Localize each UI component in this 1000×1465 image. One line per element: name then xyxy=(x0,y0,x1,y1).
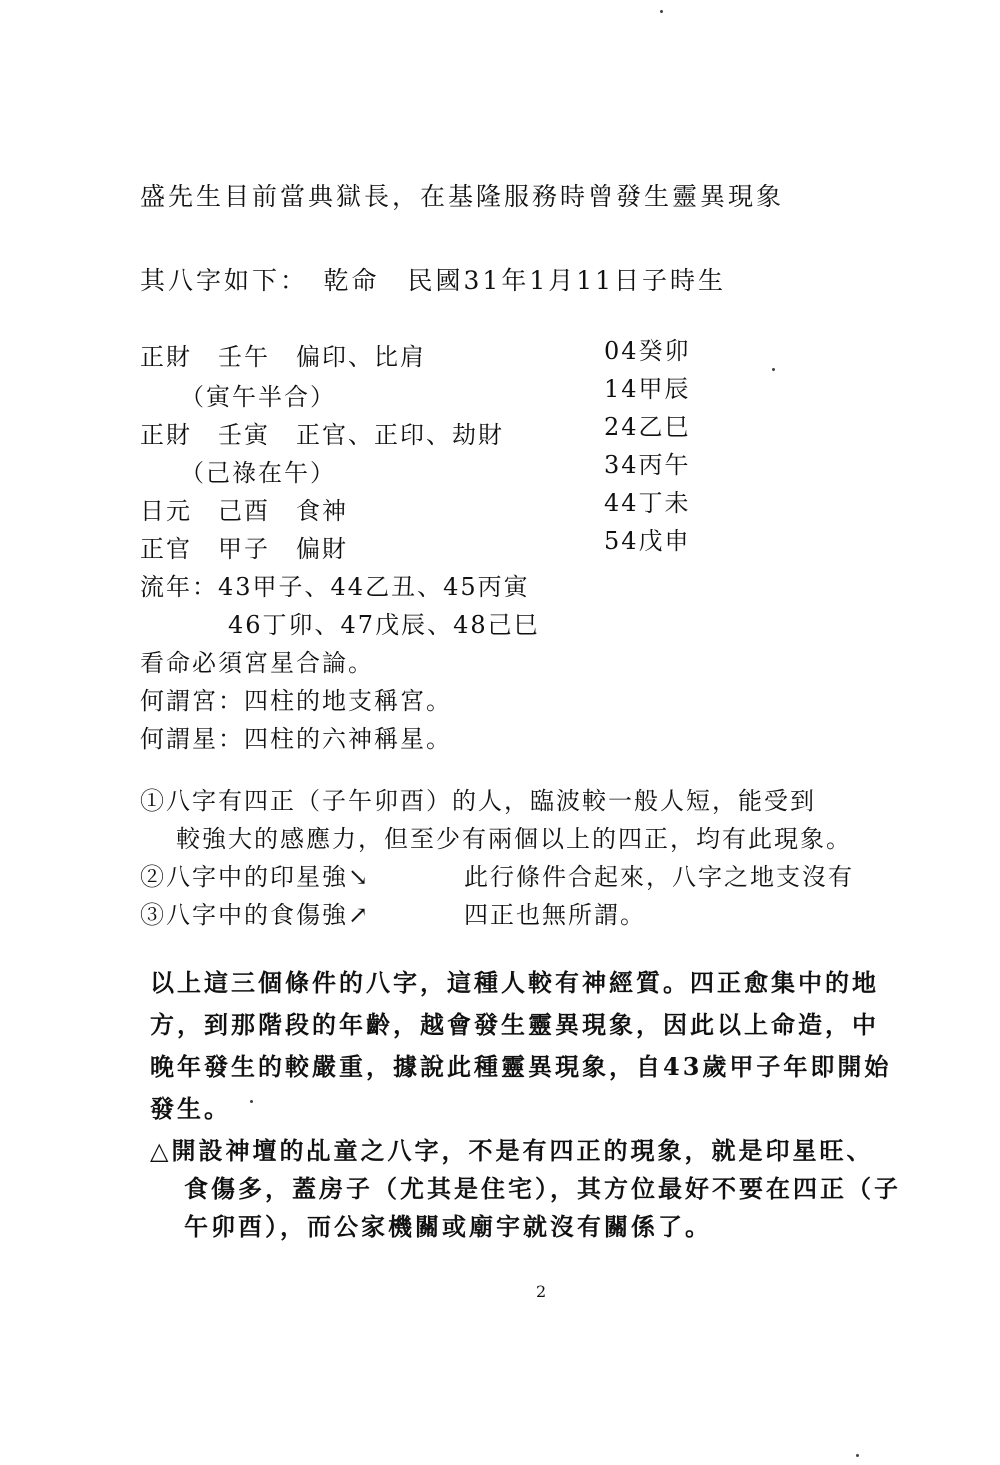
condition-combined-line-2: 四正也無所謂。 xyxy=(464,901,646,929)
scan-speck xyxy=(660,10,663,13)
conclusion-line: 發生。 xyxy=(150,1094,231,1123)
warning-line: △開設神壇的乩童之八字，不是有四正的現象，就是印星旺、 xyxy=(150,1136,874,1165)
intro-line-1: 盛先生目前當典獄長，在基隆服務時曾發生靈異現象 xyxy=(140,182,785,211)
dayun-item: 34丙午 xyxy=(604,451,691,479)
dayun-item: 44丁未 xyxy=(604,489,691,517)
pillar-row: 正財 壬寅 正官、正印、劫財 xyxy=(140,421,504,449)
pillar-row: （己祿在午） xyxy=(140,459,336,487)
dayun-item: 54戊申 xyxy=(604,527,691,555)
warning-line: 午卯酉），而公家機關或廟宇就沒有關係了。 xyxy=(184,1212,712,1241)
condition-3: ③八字中的食傷強↗ xyxy=(140,901,371,929)
dayun-item: 04癸卯 xyxy=(604,337,691,365)
dayun-item: 14甲辰 xyxy=(604,375,691,403)
conclusion-line: 晚年發生的較嚴重，據說此種靈異現象，自43歲甲子年即開始 xyxy=(150,1052,892,1081)
liunian-line-2: 46丁卯、47戊辰、48己巳 xyxy=(228,611,540,639)
note-line: 何謂宮：四柱的地支稱宮。 xyxy=(140,687,452,715)
page-number: 2 xyxy=(536,1282,547,1301)
conclusion-line: 以上這三個條件的八字，這種人較有神經質。四正愈集中的地 xyxy=(150,968,879,997)
condition-combined-line-1: 此行條件合起來，八字之地支沒有 xyxy=(464,863,854,891)
warning-line: 食傷多，蓋房子（尤其是住宅），其方位最好不要在四正（子 xyxy=(184,1174,901,1203)
scan-speck xyxy=(250,1100,253,1103)
condition-2: ②八字中的印星強↘ xyxy=(140,863,371,891)
intro-line-2: 其八字如下： 乾命 民國31年1月11日子時生 xyxy=(140,266,727,295)
pillar-row: 日元 己酉 食神 xyxy=(140,497,348,525)
pillar-row: （寅午半合） xyxy=(140,383,336,411)
dayun-item: 24乙巳 xyxy=(604,413,691,441)
note-line: 看命必須宮星合論。 xyxy=(140,649,374,677)
condition-1-line-1: ①八字有四正（子午卯酉）的人，臨波較一般人短，能受到 xyxy=(140,787,816,815)
conclusion-line: 方，到那階段的年齡，越會發生靈異現象，因此以上命造，中 xyxy=(150,1010,879,1039)
scan-speck xyxy=(772,368,775,371)
liunian-line-1: 流年：43甲子、44乙丑、45丙寅 xyxy=(140,573,530,601)
pillar-row: 正官 甲子 偏財 xyxy=(140,535,348,563)
condition-1-line-2: 較強大的感應力，但至少有兩個以上的四正，均有此現象。 xyxy=(176,825,852,853)
pillar-row: 正財 壬午 偏印、比肩 xyxy=(140,343,426,371)
note-line: 何謂星：四柱的六神稱星。 xyxy=(140,725,452,753)
scan-speck xyxy=(856,1454,859,1457)
